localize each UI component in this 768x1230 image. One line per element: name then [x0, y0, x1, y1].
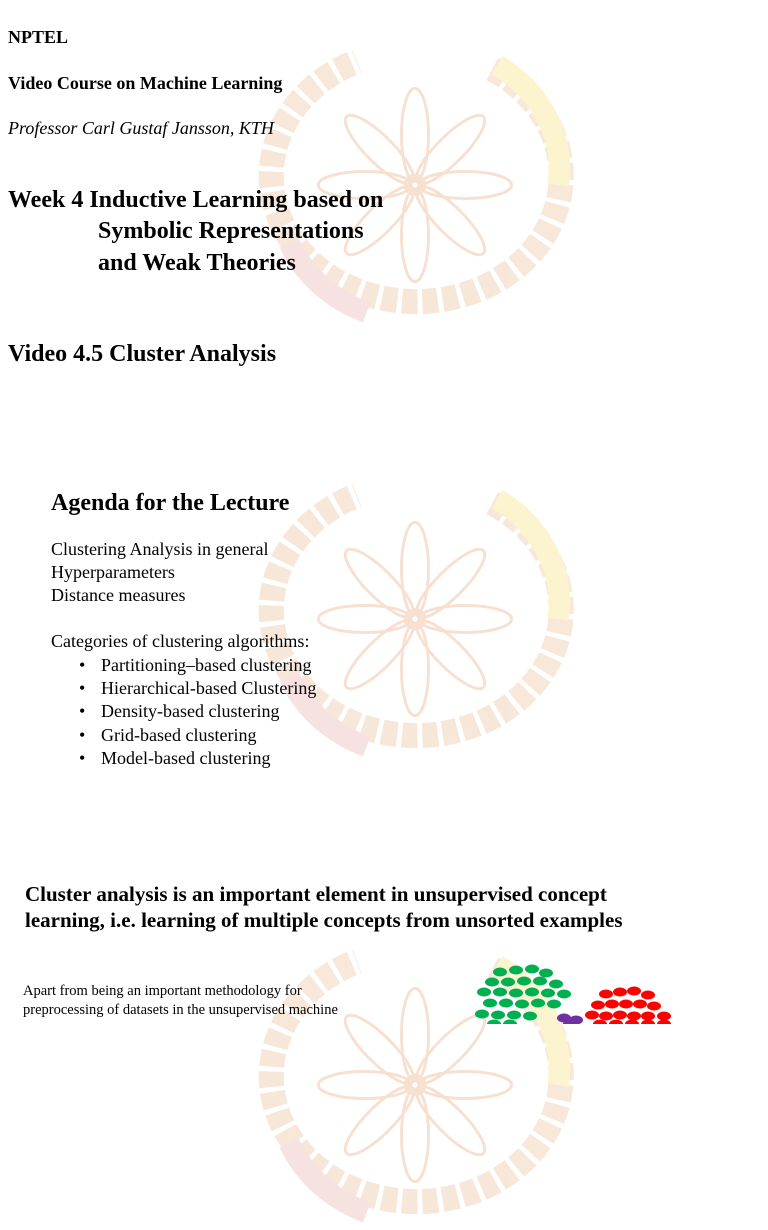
green-cluster-dot: [491, 1011, 505, 1020]
green-cluster-dot: [539, 969, 553, 978]
red-cluster-dot: [641, 1020, 655, 1025]
green-cluster-dot: [557, 990, 571, 999]
cluster-heading-line-1: Cluster analysis is an important element in unsupervised concept: [25, 882, 607, 906]
green-cluster-dot: [533, 977, 547, 986]
red-cluster-dot: [625, 1020, 639, 1025]
green-cluster-dot: [507, 1011, 521, 1020]
green-cluster-dot: [547, 1000, 561, 1009]
green-cluster-dot: [541, 989, 555, 998]
cluster-body-line-1: Apart from being an important methodology for: [23, 983, 302, 999]
red-cluster-dot: [647, 1002, 661, 1011]
green-cluster-dot: [487, 1020, 501, 1025]
green-cluster-dot: [531, 999, 545, 1008]
red-cluster-dot: [641, 1012, 655, 1021]
cluster-body-line-2: preprocessing of datasets in the unsupervised machine: [23, 1002, 338, 1018]
green-cluster-dot: [475, 1010, 489, 1019]
green-cluster-dot: [509, 989, 523, 998]
green-cluster-dot: [485, 978, 499, 987]
green-cluster-dot: [499, 999, 513, 1008]
green-cluster-dot: [549, 980, 563, 989]
week-title-line-3: and Weak Theories: [98, 250, 296, 276]
agenda-item: Distance measures: [51, 585, 186, 605]
list-item: [51, 700, 316, 723]
red-cluster-dot: [613, 1011, 627, 1020]
red-cluster-dot: [619, 1000, 633, 1009]
bullet-icon: •: [79, 747, 86, 768]
list-item-label: Hierarchical-based Clustering: [101, 678, 317, 699]
bullet-icon: •: [79, 701, 86, 722]
green-cluster-dot: [501, 978, 515, 987]
red-cluster-dot: [591, 1001, 605, 1010]
green-cluster-dot: [525, 988, 539, 997]
algorithm-categories-list: [51, 654, 316, 770]
green-cluster-dot: [517, 977, 531, 986]
agenda-item: Hyperparameters: [51, 562, 175, 582]
green-cluster-dot: [493, 968, 507, 977]
list-item: [51, 747, 316, 770]
green-cluster-dot: [509, 966, 523, 975]
agenda-item: Clustering Analysis in general: [51, 539, 269, 559]
red-cluster-dot: [613, 988, 627, 997]
red-cluster-dot: [627, 987, 641, 996]
course-title: Video Course on Machine Learning: [8, 73, 283, 93]
org-label: NPTEL: [8, 27, 69, 47]
red-cluster-dot: [585, 1011, 599, 1020]
red-cluster-dot: [609, 1020, 623, 1025]
green-cluster-dot: [515, 1000, 529, 1009]
bullet-icon: •: [79, 724, 86, 745]
list-item-label: Partitioning–based clustering: [101, 655, 312, 675]
green-cluster-dot: [503, 1020, 517, 1025]
red-cluster-dot: [605, 1000, 619, 1009]
green-cluster-dot: [477, 988, 491, 997]
list-item-label: Model-based clustering: [101, 747, 271, 768]
week-title-line-2: Symbolic Representations: [98, 218, 364, 244]
green-cluster-dot: [523, 1012, 537, 1021]
list-item: [51, 677, 316, 700]
red-cluster-dot: [641, 991, 655, 1000]
green-cluster-dot: [483, 999, 497, 1008]
list-item: [51, 724, 316, 747]
agenda-title: Agenda for the Lecture: [51, 490, 290, 516]
nptel-watermark-logo: [240, 40, 590, 330]
video-title: Video 4.5 Cluster Analysis: [8, 341, 277, 367]
green-cluster-dot: [493, 988, 507, 997]
categories-label: Categories of clustering algorithms:: [51, 631, 310, 651]
cluster-heading-line-2: learning, i.e. learning of multiple concepts from unsorted examples: [25, 908, 623, 932]
list-item-label: Density-based clustering: [101, 701, 280, 722]
green-cluster-dot: [525, 965, 539, 974]
bullet-icon: •: [79, 678, 86, 699]
red-cluster-dot: [657, 1020, 671, 1025]
red-cluster-dot: [599, 1012, 613, 1021]
week-title-line-1: Week 4 Inductive Learning based on: [8, 187, 384, 213]
list-item: [51, 654, 316, 677]
list-item-label: Grid-based clustering: [101, 724, 257, 745]
red-cluster-dot: [627, 1012, 641, 1021]
cluster-illustration: [468, 960, 688, 1024]
red-cluster-dot: [599, 990, 613, 999]
red-cluster-dot: [633, 1000, 647, 1009]
professor-name: Professor Carl Gustaf Jansson, KTH: [8, 118, 274, 138]
red-cluster-dot: [657, 1012, 671, 1021]
bullet-icon: •: [79, 655, 86, 675]
